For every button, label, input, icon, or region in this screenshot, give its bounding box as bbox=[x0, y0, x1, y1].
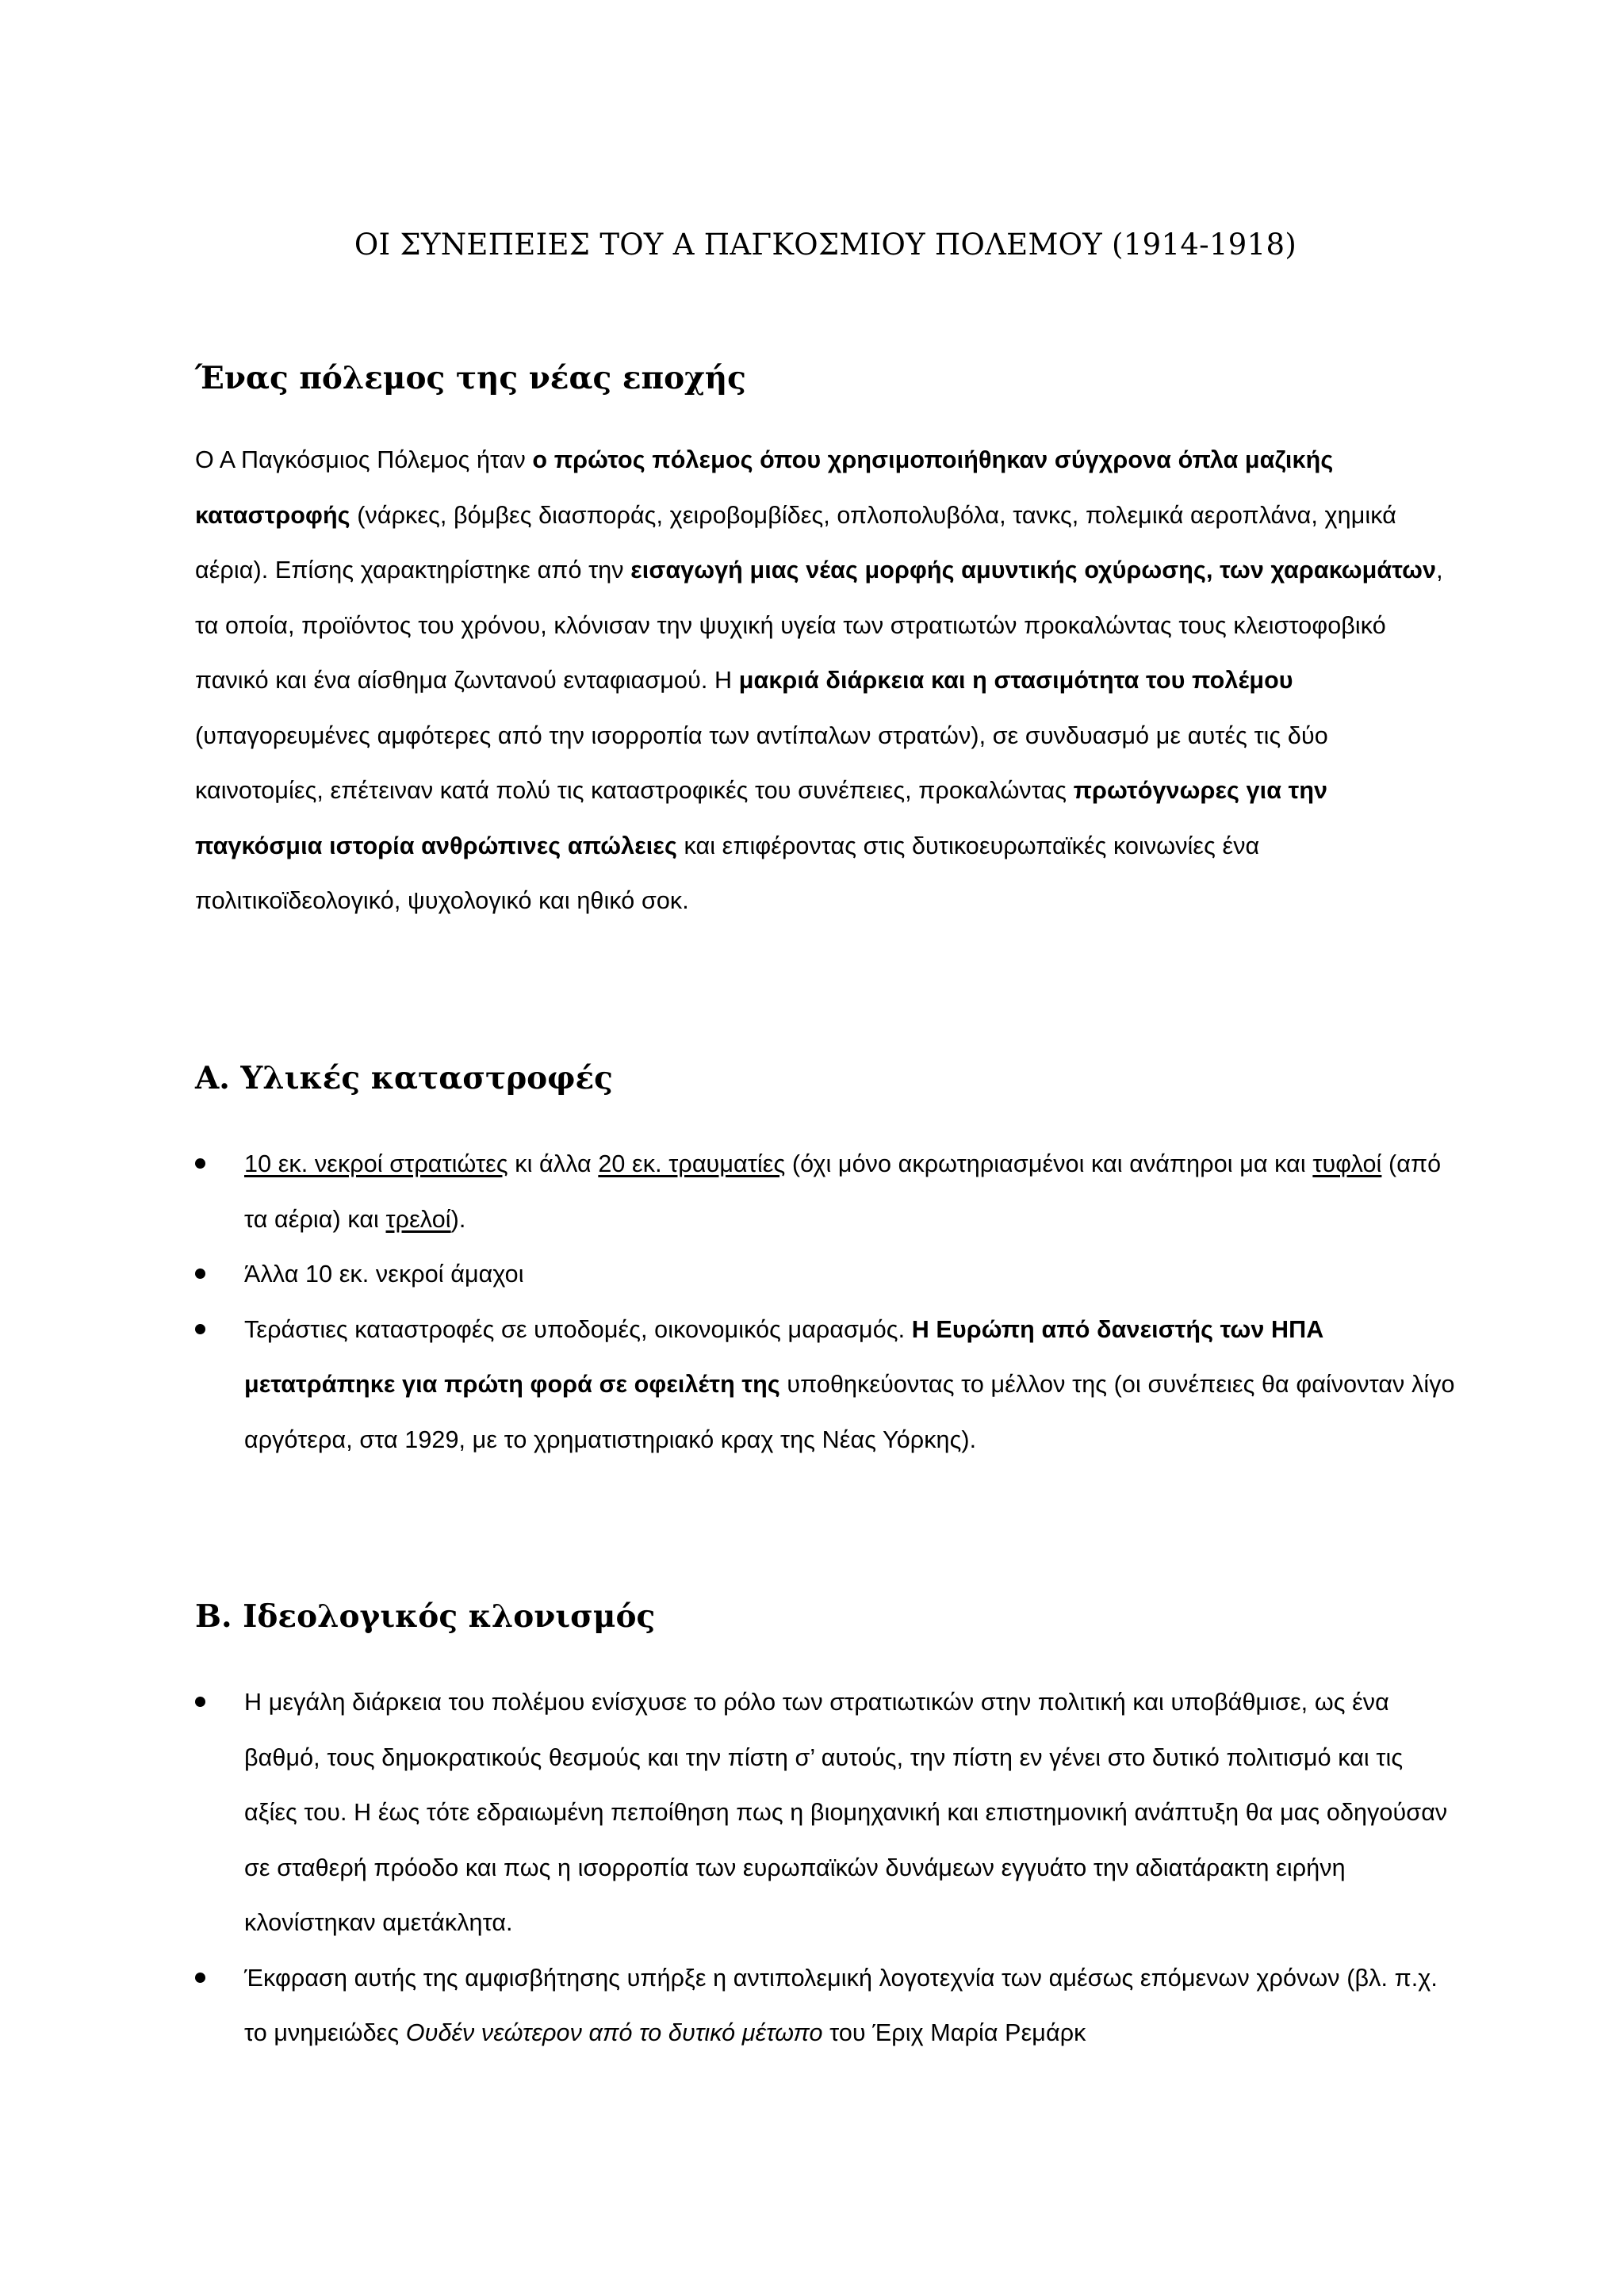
list-item-text: (όχι μόνο ακρωτηριασμένοι και ανάπηροι μα και bbox=[785, 1150, 1313, 1177]
bullet-icon bbox=[195, 1697, 205, 1707]
intro-text-4: (υπαγορευμένες αμφότερες από την ισορροπία των αντίπαλων στρατών), σε συνδυασμό με αυτές τις δύο καινοτομίες, επέτειναν κατά πολύ τις καταστροφικές του συνέπειες, προκαλώντας bbox=[195, 721, 1328, 804]
list-item-text: κι άλλα bbox=[508, 1150, 599, 1177]
bullet-icon bbox=[195, 1158, 205, 1169]
section-a-list bbox=[195, 1137, 1456, 1468]
bullet-icon bbox=[195, 1973, 205, 1983]
bullet-icon bbox=[195, 1269, 205, 1279]
list-item-text: Άλλα 10 εκ. νεκροί άμαχοι bbox=[244, 1261, 524, 1288]
list-item bbox=[195, 1247, 1456, 1303]
italic-book-title: Ουδέν νεώτερον από το δυτικό μέτωπο bbox=[405, 2019, 823, 2046]
intro-text-1: Ο Α Παγκόσμιος Πόλεμος ήταν bbox=[195, 446, 533, 473]
intro-bold-1: ο πρώτος πόλεμος όπου χρησιμοποιήθηκαν σύγχρονα όπλα μαζικής καταστροφής bbox=[195, 446, 1334, 529]
document-title: ΟΙ ΣΥΝΕΠΕΙΕΣ ΤΟΥ Α ΠΑΓΚΟΣΜΙΟΥ ΠΟΛΕΜΟΥ (1914-1918) bbox=[354, 228, 1297, 262]
intro-bold-3: μακριά διάρκεια και η στασιμότητα του πολέμου bbox=[738, 667, 1293, 694]
list-item-text: (από τα αέρια) και bbox=[244, 1150, 1442, 1233]
list-item bbox=[195, 1951, 1456, 2061]
section-a-heading: Α. Υλικές καταστροφές bbox=[195, 1060, 613, 1096]
underlined-text: 20 εκ. τραυματίες bbox=[598, 1150, 786, 1177]
list-item-text: Έκφραση αυτής της αμφισβήτησης υπήρξε η αντιπολεμική λογοτεχνία των αμέσως επόμενων χρόνων (βλ. π.χ. το μνημειώδες bbox=[244, 1964, 1438, 2046]
underlined-text: 10 εκ. νεκροί στρατιώτες bbox=[244, 1150, 508, 1177]
list-item-text: Η μεγάλη διάρκεια του πολέμου ενίσχυσε το ρόλο των στρατιωτικών στην πολιτική και υποβάθμισε, ως ένα βαθμό, τους δημοκρατικούς θεσμούς και την πίστη σ’ αυτούς, την πίστη εν γένει στο δυτικό πολιτισμό και τις αξίες του. Η έως τότε εδραιωμένη πεποίθηση πως η βιομηχανική και επιστημονική ανάπτυξη θα μας οδηγούσαν σε σταθερή πρόοδο και πως η ισορροπία των ευρωπαϊκών δυνάμεων εγγυάτο την αδιατάρακτη ειρήνη κλονίστηκαν αμετάκλητα. bbox=[244, 1689, 1448, 1936]
section-b-list bbox=[195, 1675, 1456, 2061]
intro-text-3: , τα οποία, προϊόντος του χρόνου, κλόνισαν την ψυχική υγεία των στρατιωτών προκαλώντας τους κλειστοφοβικό πανικό και ένα αίσθημα ζωντανού ενταφιασμού. Η bbox=[195, 557, 1443, 694]
list-item-text: ). bbox=[450, 1205, 466, 1233]
list-item-text: του Έριχ Μαρία Ρεμάρκ bbox=[822, 2019, 1086, 2046]
list-item bbox=[195, 1303, 1456, 1468]
list-item-text: υποθηκεύοντας το μέλλον της (οι συνέπειες θα φαίνονταν λίγο αργότερα, στα 1929, με το χρηματιστηριακό κραχ της Νέας Υόρκης). bbox=[244, 1371, 1455, 1453]
list-item-text: Τεράστιες καταστροφές σε υποδομές, οικονομικός μαρασμός. bbox=[244, 1315, 912, 1343]
intro-bold-4: πρωτόγνωρες για την παγκόσμια ιστορία ανθρώπινες απώλειες bbox=[195, 777, 1328, 859]
bullet-icon bbox=[195, 1324, 205, 1334]
section-b-heading: Β. Ιδεολογικός κλονισμός bbox=[195, 1598, 656, 1635]
intro-text-2: (νάρκες, βόμβες διασποράς, χειροβομβίδες, οπλοπολυβόλα, τανκς, πολεμικά αεροπλάνα, χημικά αέρια). Επίσης χαρακτηρίστηκε από την bbox=[195, 501, 1396, 584]
underlined-text: τρελοί bbox=[385, 1205, 451, 1233]
intro-bold-2: εισαγωγή μιας νέας μορφής αμυντικής οχύρωσης, των χαρακωμάτων bbox=[630, 557, 1437, 584]
intro-paragraph bbox=[195, 433, 1456, 929]
bold-text: Η Ευρώπη από δανειστής των ΗΠΑ μετατράπηκε για πρώτη φορά σε οφειλέτη της bbox=[244, 1315, 1324, 1398]
intro-text-5: και επιφέροντας στις δυτικοευρωπαϊκές κοινωνίες ένα πολιτικοϊδεολογικό, ψυχολογικό και ηθικό σοκ. bbox=[195, 832, 1260, 914]
list-item bbox=[195, 1675, 1456, 1951]
underlined-text: τυφλοί bbox=[1312, 1150, 1382, 1177]
list-item bbox=[195, 1137, 1456, 1247]
intro-heading: Ένας πόλεμος της νέας εποχής bbox=[195, 360, 746, 396]
